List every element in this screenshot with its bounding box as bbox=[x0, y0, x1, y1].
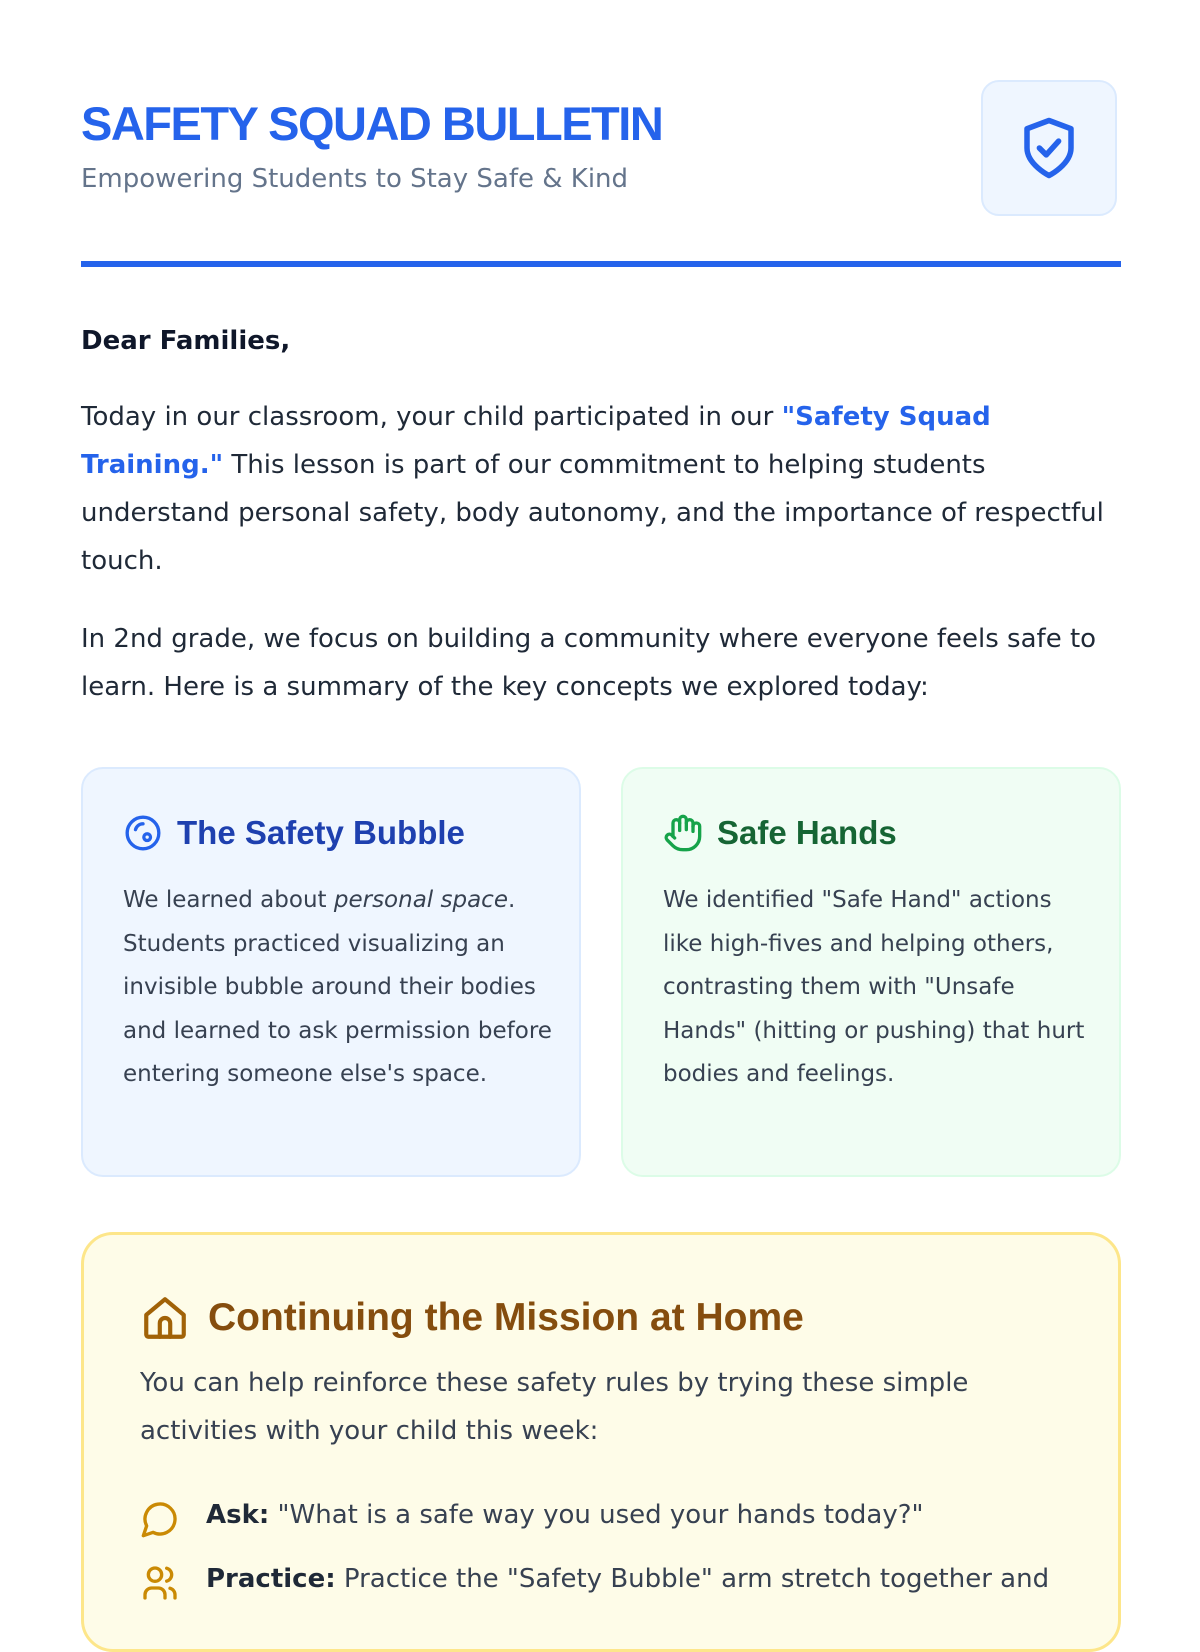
intro-text-start: Today in our classroom, your child participated in our bbox=[81, 402, 782, 432]
card-body-emphasis: personal space bbox=[333, 887, 508, 913]
people-icon bbox=[140, 1563, 180, 1603]
shield-badge bbox=[981, 80, 1117, 216]
card-body-text: . Students practiced visualizing an invisible bubble around their bodies and learned to ask permission before entering someone else's space. bbox=[123, 887, 552, 1087]
intro-paragraph bbox=[81, 393, 1121, 585]
card-body-text: We learned about bbox=[123, 887, 334, 913]
page-title: SAFETY SQUAD BULLETIN bbox=[81, 97, 663, 150]
speech-bubble-icon bbox=[140, 1499, 180, 1539]
safety-bubble-card bbox=[81, 767, 581, 1177]
item-text: Practice the "Safety Bubble" arm stretch together and bbox=[335, 1564, 1050, 1594]
home-activity-list bbox=[140, 1497, 1080, 1625]
greeting: Dear Families, bbox=[81, 326, 291, 356]
item-text: "What is a safe way you used your hands today?" bbox=[269, 1500, 924, 1530]
home-intro: You can help reinforce these safety rules by trying these simple activities with your child this week: bbox=[140, 1368, 969, 1446]
intro-text-end: This lesson is part of our commitment to helping students understand personal safety, body autonomy, and the importance of respectful touch. bbox=[81, 450, 1104, 576]
home-title: Continuing the Mission at Home bbox=[208, 1296, 804, 1339]
bulletin-page bbox=[81, 0, 1121, 1594]
card-header bbox=[663, 813, 897, 853]
item-label: Practice: bbox=[206, 1564, 336, 1594]
bulletin-header bbox=[81, 0, 1121, 268]
card-header bbox=[123, 813, 465, 853]
home-mission-box bbox=[81, 1232, 1121, 1652]
card-title: Safe Hands bbox=[717, 814, 897, 851]
list-item bbox=[140, 1497, 1080, 1533]
safe-hands-card bbox=[621, 767, 1121, 1177]
bubble-icon bbox=[123, 813, 163, 853]
home-header bbox=[140, 1293, 804, 1343]
list-item bbox=[140, 1561, 1080, 1597]
training-highlight: "Safety Squad Training." bbox=[81, 402, 991, 480]
header-divider bbox=[81, 261, 1121, 267]
page-subtitle: Empowering Students to Stay Safe & Kind bbox=[81, 164, 629, 194]
card-body: We identified "Safe Hand" actions like high-fives and helping others, contrasting them with "Unsafe Hands" (hitting or pushing) that hurt bodies and feelings. bbox=[663, 887, 1085, 1087]
card-title: The Safety Bubble bbox=[177, 814, 465, 851]
card-body bbox=[123, 879, 553, 1097]
summary-paragraph: In 2nd grade, we focus on building a community where everyone feels safe to learn. Here is a summary of the key concepts we explored today: bbox=[81, 624, 1097, 702]
hand-icon bbox=[663, 813, 703, 853]
shield-check-icon bbox=[1016, 110, 1082, 186]
item-label: Ask: bbox=[206, 1500, 270, 1530]
home-icon bbox=[140, 1293, 190, 1343]
